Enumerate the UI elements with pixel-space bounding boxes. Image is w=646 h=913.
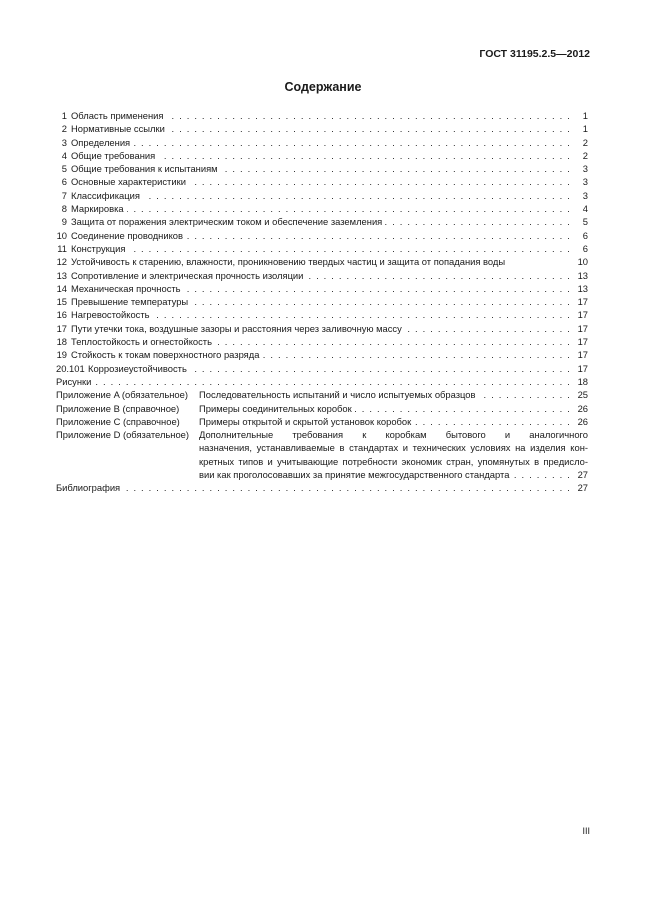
annex-body <box>199 388 588 401</box>
toc-annexes <box>56 388 588 481</box>
leader-dots <box>133 136 571 149</box>
toc-entry[interactable] <box>56 295 588 308</box>
annex-body <box>199 428 588 481</box>
toc-entry[interactable] <box>56 175 588 188</box>
toc-entry-label: Механическая прочность <box>71 282 181 294</box>
toc-entry-number: 17 <box>56 322 67 334</box>
leader-dots <box>191 295 571 308</box>
toc-entry-page: 6 <box>582 229 588 241</box>
toc-entry-page: 25 <box>577 389 588 401</box>
toc-entry[interactable] <box>56 362 588 375</box>
toc-entry[interactable] <box>56 375 588 388</box>
toc-entry[interactable] <box>56 308 588 321</box>
toc-entry-page: 4 <box>582 203 588 215</box>
annex-title: Последовательность испытаний и число испытуемых образцов <box>199 389 476 401</box>
toc-entry-page: 17 <box>577 362 588 374</box>
leader-dots <box>166 109 571 122</box>
annex-heading: Приложение A (обязательное) <box>56 389 188 401</box>
toc-entry-page: 17 <box>577 322 588 334</box>
annex-title: Примеры открытой и скрытой установок коробок <box>199 415 412 427</box>
toc-entry-page: 26 <box>577 415 588 427</box>
toc-entry-number: 3 <box>61 136 67 148</box>
toc-entry[interactable] <box>56 348 588 361</box>
annex-heading: Приложение B (справочное) <box>56 402 180 414</box>
toc-entry-label: Классификация <box>71 189 140 201</box>
leader-dots <box>306 269 571 282</box>
toc-entry[interactable] <box>56 242 588 255</box>
annex-last-line <box>199 468 588 481</box>
toc-entry-label: Сопротивление и электрическая прочность изоляции <box>71 269 304 281</box>
toc-entry[interactable] <box>56 149 588 162</box>
toc-annex[interactable] <box>56 428 588 481</box>
leader-dots <box>123 481 571 494</box>
toc-entry[interactable] <box>56 282 588 295</box>
toc-entry-number: 16 <box>56 309 67 321</box>
toc-entry-page: 13 <box>577 269 588 281</box>
leader-dots <box>405 322 571 335</box>
toc-entry-page: 3 <box>582 189 588 201</box>
toc-entry-page: 27 <box>577 482 588 494</box>
toc-entry-number: 8 <box>61 203 67 215</box>
leader-dots <box>189 175 571 188</box>
toc-entry-number: 20.101 <box>56 362 85 374</box>
toc-entry-number: 19 <box>56 349 67 361</box>
toc-entry[interactable] <box>56 109 588 122</box>
toc-entry-number: 10 <box>56 229 67 241</box>
toc-entry[interactable] <box>56 215 588 228</box>
toc-entry[interactable] <box>56 269 588 282</box>
toc-entry-number: 11 <box>57 242 67 254</box>
toc-entry-page: 6 <box>582 242 588 254</box>
toc-entry-label: Стойкость к токам поверхностного разряда <box>71 349 260 361</box>
toc-entry[interactable] <box>56 255 588 268</box>
toc-entry-page: 18 <box>577 375 588 387</box>
toc-entry[interactable] <box>56 189 588 202</box>
toc-entry-number: 1 <box>61 110 67 121</box>
toc-entry-page: 17 <box>577 296 588 308</box>
annex-text-line: назначения, устанавливаемые в стандартах и технических условиях на изделия кон- <box>199 442 588 454</box>
toc-entry-label: Соединение проводников <box>71 229 183 241</box>
toc-entry-number: 7 <box>61 189 67 201</box>
toc-entry-label: Нагревостойкость <box>71 309 150 321</box>
toc-entry-label: Коррозиеустойчивость <box>88 362 187 374</box>
annex-body <box>199 402 588 415</box>
leader-dots <box>128 242 571 255</box>
toc-entry[interactable] <box>56 202 588 215</box>
leader-dots <box>215 335 571 348</box>
toc-entry-page: 2 <box>582 149 588 161</box>
toc-entry-page: 1 <box>582 123 588 135</box>
toc-entry-label: Библиография <box>56 482 121 494</box>
leader-dots <box>355 402 571 415</box>
toc-annex[interactable] <box>56 402 588 415</box>
toc-entry-page: 10 <box>577 256 588 268</box>
leader-dots <box>143 189 571 202</box>
toc-entry-page: 3 <box>582 176 588 188</box>
toc-entry-number: 18 <box>56 336 67 348</box>
toc-entry-number: 4 <box>61 149 67 161</box>
leader-dots <box>94 375 571 388</box>
toc-entry-page: 26 <box>577 402 588 414</box>
toc-entry-label: Общие требования <box>71 149 156 161</box>
annex-text-line: кретных типов и учитывающие потребности экономик стран, упомянутых в предисло- <box>199 455 588 467</box>
annex-title: вии как проголосовавших за принятие межгосударственного стандарта <box>199 469 510 481</box>
toc-entry[interactable] <box>56 229 588 242</box>
annex-heading: Приложение D (обязательное) <box>56 429 190 441</box>
toc-entry-label: Пути утечки тока, воздушные зазоры и расстояния через заливочную массу <box>71 322 402 334</box>
toc-annex[interactable] <box>56 388 588 401</box>
annex-body <box>199 415 588 428</box>
leader-dots <box>479 388 571 401</box>
annex-last-line <box>199 415 588 428</box>
annex-title: Примеры соединительных коробок <box>199 402 352 414</box>
toc-entry-page: 2 <box>582 136 588 148</box>
standard-designation: ГОСТ 31195.2.5—2012 <box>479 48 590 60</box>
toc-entry-label: Теплостойкость и огнестойкость <box>71 336 212 348</box>
leader-dots <box>153 308 571 321</box>
annex-text-line: Дополнительные требования к коробкам бытового и аналогичного <box>199 429 588 441</box>
toc-entry[interactable] <box>56 335 588 348</box>
toc-entry-label: Определения <box>71 136 131 148</box>
toc-entry-number: 2 <box>61 123 67 135</box>
toc-entry-label: Маркировка <box>71 203 124 215</box>
toc-entry-number: 5 <box>61 163 67 175</box>
toc-entry-label: Превышение температуры <box>71 296 189 308</box>
leader-dots <box>127 202 571 215</box>
annex-last-line <box>199 402 588 415</box>
page-number: III <box>582 826 590 836</box>
toc-entry[interactable] <box>56 162 588 175</box>
toc-entry-page: 5 <box>582 216 588 228</box>
toc-entry-bibliography[interactable] <box>56 481 588 494</box>
toc-entry-page: 1 <box>582 110 588 121</box>
toc-entry-label: Рисунки <box>56 375 92 387</box>
page-title: Содержание <box>284 80 362 94</box>
toc-entry-page: 13 <box>577 282 588 294</box>
toc-entry-label: Основные характеристики <box>71 176 186 188</box>
leader-dots <box>186 229 571 242</box>
leader-dots <box>184 282 571 295</box>
annex-heading: Приложение C (справочное) <box>56 415 180 427</box>
toc-entry-label: Устойчивость к старению, влажности, проникновению твердых частиц и защита от попадания воды <box>71 256 506 268</box>
toc-entry-page: 27 <box>577 469 588 481</box>
leader-dots <box>168 122 571 135</box>
toc-entry-number: 14 <box>56 282 67 294</box>
toc-entry-label: Общие требования к испытаниям <box>71 163 218 175</box>
table-of-contents <box>56 109 588 495</box>
leader-dots <box>512 468 571 481</box>
annex-last-line <box>199 388 588 401</box>
toc-entry-page: 3 <box>582 163 588 175</box>
leader-dots <box>414 415 571 428</box>
toc-entry-label: Нормативные ссылки <box>71 123 165 135</box>
toc-entry-page: 17 <box>577 349 588 361</box>
toc-entry-number: 15 <box>56 296 67 308</box>
toc-entry[interactable] <box>56 322 588 335</box>
toc-entry-page: 17 <box>577 336 588 348</box>
leader-dots <box>221 162 571 175</box>
leader-dots <box>262 348 571 361</box>
toc-entry[interactable] <box>56 136 588 149</box>
toc-entry-number: 12 <box>56 256 67 268</box>
toc-entries <box>56 109 588 388</box>
leader-dots <box>190 362 571 375</box>
leader-dots <box>385 215 571 228</box>
toc-entry-label: Конструкция <box>71 242 126 254</box>
toc-entry-number: 13 <box>56 269 67 281</box>
toc-entry-number: 6 <box>61 176 67 188</box>
toc-entry-label: Область применения <box>71 110 164 121</box>
toc-entry-number: 9 <box>61 216 67 228</box>
toc-entry[interactable] <box>56 122 588 135</box>
toc-annex[interactable] <box>56 415 588 428</box>
toc-entry-page: 17 <box>577 309 588 321</box>
leader-dots <box>158 149 571 162</box>
toc-entry-label: Защита от поражения электрическим током и обеспечение заземления <box>71 216 383 228</box>
